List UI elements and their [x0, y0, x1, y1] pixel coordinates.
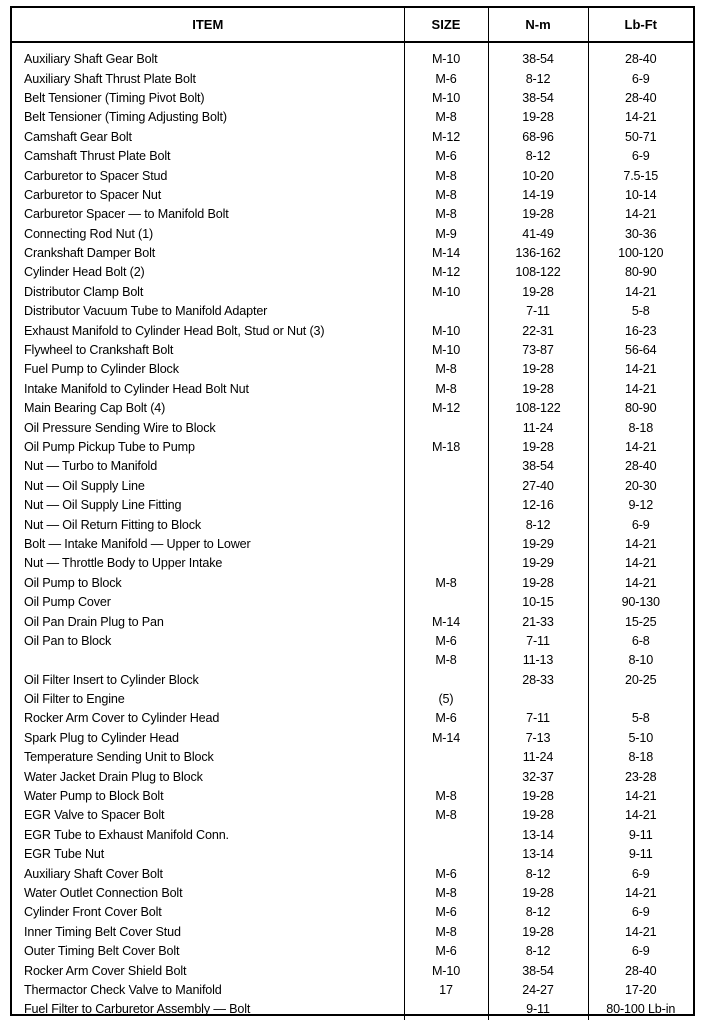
- table-row: [12, 302, 693, 321]
- cell-nm: 32-37: [488, 767, 588, 786]
- cell-size: M-6: [404, 709, 488, 728]
- table-row: [12, 244, 693, 263]
- cell-size: M-8: [404, 884, 488, 903]
- cell-lbft: 14-21: [588, 283, 693, 302]
- cell-lbft: 6-8: [588, 632, 693, 651]
- cell-item: Belt Tensioner (Timing Pivot Bolt): [24, 90, 205, 105]
- table-row: [12, 205, 693, 224]
- cell-size: [404, 302, 488, 321]
- cell-size: M-12: [404, 263, 488, 282]
- cell-size: [404, 1000, 488, 1019]
- table-row: [12, 961, 693, 980]
- table-row: [12, 166, 693, 185]
- table-row: [12, 690, 693, 709]
- table-row: [12, 399, 693, 418]
- table-row: [12, 671, 693, 690]
- table-row: [12, 903, 693, 922]
- table-row: [12, 787, 693, 806]
- cell-item: Oil Pump Cover: [24, 595, 111, 610]
- cell-item: Nut — Throttle Body to Upper Intake: [24, 556, 223, 571]
- table-row: [12, 418, 693, 437]
- cell-lbft: 30-36: [588, 225, 693, 244]
- cell-lbft: 14-21: [588, 360, 693, 379]
- cell-item: Rocker Arm Cover Shield Bolt: [24, 963, 187, 978]
- table-row: [12, 496, 693, 515]
- cell-size: M-8: [404, 380, 488, 399]
- cell-lbft: 56-64: [588, 341, 693, 360]
- cell-item: Oil Filter to Engine: [24, 692, 125, 707]
- cell-size: M-8: [404, 108, 488, 127]
- cell-lbft: 23-28: [588, 767, 693, 786]
- cell-lbft: 100-120: [588, 244, 693, 263]
- cell-size: M-6: [404, 864, 488, 883]
- cell-item: Water Outlet Connection Bolt: [24, 885, 183, 900]
- cell-size: M-8: [404, 360, 488, 379]
- cell-item: EGR Valve to Spacer Bolt: [24, 808, 165, 823]
- table-row: [12, 42, 693, 69]
- table-row: [12, 884, 693, 903]
- cell-nm: 11-24: [488, 418, 588, 437]
- table-row: [12, 709, 693, 728]
- cell-size: M-18: [404, 438, 488, 457]
- cell-item: Carburetor Spacer — to Manifold Bolt: [24, 207, 229, 222]
- cell-size: M-10: [404, 283, 488, 302]
- cell-item: Oil Filter Insert to Cylinder Block: [24, 672, 199, 687]
- cell-item: Distributor Clamp Bolt: [24, 284, 144, 299]
- cell-size: [404, 748, 488, 767]
- table-row: [12, 457, 693, 476]
- cell-lbft: 14-21: [588, 535, 693, 554]
- cell-size: M-8: [404, 574, 488, 593]
- cell-lbft: 14-21: [588, 884, 693, 903]
- cell-size: M-10: [404, 961, 488, 980]
- cell-size: M-8: [404, 806, 488, 825]
- cell-nm: 7-11: [488, 709, 588, 728]
- cell-item: Connecting Rod Nut (1): [24, 226, 154, 241]
- cell-item: EGR Tube Nut: [24, 847, 105, 862]
- table-body: [12, 42, 693, 1020]
- cell-size: (5): [404, 690, 488, 709]
- cell-lbft: 14-21: [588, 787, 693, 806]
- cell-item: Belt Tensioner (Timing Adjusting Bolt): [24, 110, 227, 125]
- header-item: ITEM: [12, 8, 404, 42]
- cell-nm: 12-16: [488, 496, 588, 515]
- cell-size: M-8: [404, 186, 488, 205]
- cell-size: M-6: [404, 147, 488, 166]
- cell-lbft: 5-8: [588, 302, 693, 321]
- table-row: [12, 477, 693, 496]
- cell-lbft: 6-9: [588, 515, 693, 534]
- cell-item: Spark Plug to Cylinder Head: [24, 730, 179, 745]
- table-row: [12, 554, 693, 573]
- cell-size: M-6: [404, 69, 488, 88]
- table-row: [12, 864, 693, 883]
- cell-size: [404, 554, 488, 573]
- cell-lbft: 17-20: [588, 981, 693, 1000]
- header-size: SIZE: [404, 8, 488, 42]
- cell-item: Main Bearing Cap Bolt (4): [24, 401, 166, 416]
- cell-item: Nut — Oil Supply Line Fitting: [24, 498, 182, 513]
- cell-lbft: 28-40: [588, 457, 693, 476]
- cell-size: M-12: [404, 128, 488, 147]
- cell-nm: 8-12: [488, 864, 588, 883]
- table-row: [12, 535, 693, 554]
- table-row: [12, 89, 693, 108]
- cell-lbft: 20-25: [588, 671, 693, 690]
- cell-item: Oil Pressure Sending Wire to Block: [24, 420, 216, 435]
- cell-nm: 8-12: [488, 69, 588, 88]
- table-row: [12, 380, 693, 399]
- table-row: [12, 108, 693, 127]
- table-row: [12, 632, 693, 651]
- cell-item: EGR Tube to Exhaust Manifold Conn.: [24, 827, 229, 842]
- cell-size: [404, 671, 488, 690]
- table-header-row: [12, 8, 693, 42]
- cell-item: [12, 651, 404, 670]
- cell-lbft: 14-21: [588, 554, 693, 573]
- cell-size: M-6: [404, 942, 488, 961]
- cell-nm: 10-15: [488, 593, 588, 612]
- cell-item: Temperature Sending Unit to Block: [24, 750, 214, 765]
- cell-nm: 11-24: [488, 748, 588, 767]
- cell-lbft: 80-90: [588, 399, 693, 418]
- table-row: [12, 263, 693, 282]
- table-row: [12, 729, 693, 748]
- header-nm: N-m: [488, 8, 588, 42]
- cell-item: Oil Pump Pickup Tube to Pump: [24, 440, 195, 454]
- cell-item: Inner Timing Belt Cover Stud: [24, 924, 181, 939]
- cell-nm: 38-54: [488, 89, 588, 108]
- cell-item: Intake Manifold to Cylinder Head Bolt Nut: [24, 381, 249, 396]
- cell-nm: 7-13: [488, 729, 588, 748]
- cell-size: [404, 826, 488, 845]
- cell-item: Nut — Oil Return Fitting to Block: [24, 517, 202, 532]
- cell-lbft: 6-9: [588, 864, 693, 883]
- table-row: [12, 612, 693, 631]
- cell-lbft: 6-9: [588, 69, 693, 88]
- cell-size: [404, 535, 488, 554]
- cell-item: Nut — Oil Supply Line: [24, 478, 145, 493]
- cell-lbft: 8-18: [588, 418, 693, 437]
- cell-size: M-10: [404, 321, 488, 340]
- table-row: [12, 147, 693, 166]
- cell-lbft: 8-18: [588, 748, 693, 767]
- cell-nm: 24-27: [488, 981, 588, 1000]
- cell-item: Oil Pan to Block: [24, 633, 112, 648]
- cell-lbft: 14-21: [588, 438, 693, 457]
- cell-lbft: 14-21: [588, 923, 693, 942]
- cell-nm: 19-28: [488, 108, 588, 127]
- cell-item: Distributor Vacuum Tube to Manifold Adapter: [24, 304, 268, 319]
- cell-nm: 19-28: [488, 380, 588, 399]
- cell-item: Water Jacket Drain Plug to Block: [24, 769, 203, 784]
- cell-lbft: 16-23: [588, 321, 693, 340]
- cell-lbft: 15-25: [588, 612, 693, 631]
- cell-item: Bolt — Intake Manifold — Upper to Lower: [24, 536, 251, 551]
- cell-nm: 108-122: [488, 399, 588, 418]
- cell-lbft: 14-21: [588, 380, 693, 399]
- table-row: [12, 1000, 693, 1019]
- cell-item: Water Pump to Block Bolt: [24, 789, 164, 804]
- cell-nm: 11-13: [488, 651, 588, 670]
- table-row: [12, 283, 693, 302]
- cell-lbft: 14-21: [588, 806, 693, 825]
- cell-item: Oil Pan Drain Plug to Pan: [24, 614, 164, 629]
- cell-size: [404, 767, 488, 786]
- cell-nm: 68-96: [488, 128, 588, 147]
- cell-item: Carburetor to Spacer Nut: [24, 187, 162, 202]
- cell-lbft: [588, 690, 693, 709]
- cell-size: M-8: [404, 205, 488, 224]
- cell-nm: 28-33: [488, 671, 588, 690]
- cell-item: Fuel Filter to Carburetor Assembly — Bolt: [24, 1002, 251, 1017]
- cell-size: [404, 593, 488, 612]
- cell-size: [404, 457, 488, 476]
- cell-lbft: 6-9: [588, 942, 693, 961]
- cell-size: [404, 477, 488, 496]
- cell-lbft: 20-30: [588, 477, 693, 496]
- cell-nm: 73-87: [488, 341, 588, 360]
- cell-item: Fuel Pump to Cylinder Block: [24, 362, 179, 377]
- table-row: [12, 593, 693, 612]
- cell-lbft: 6-9: [588, 903, 693, 922]
- cell-nm: 13-14: [488, 826, 588, 845]
- table-row: [12, 186, 693, 205]
- cell-nm: 19-28: [488, 884, 588, 903]
- cell-size: M-8: [404, 923, 488, 942]
- cell-lbft: 5-10: [588, 729, 693, 748]
- cell-nm: 10-20: [488, 166, 588, 185]
- cell-size: M-8: [404, 787, 488, 806]
- torque-spec-sheet: [10, 6, 695, 1016]
- cell-size: [404, 496, 488, 515]
- cell-lbft: 80-90: [588, 263, 693, 282]
- cell-item: Camshaft Thrust Plate Bolt: [24, 149, 171, 164]
- cell-lbft: 28-40: [588, 42, 693, 69]
- table-row: [12, 767, 693, 786]
- cell-nm: 8-12: [488, 515, 588, 534]
- cell-item: Outer Timing Belt Cover Bolt: [24, 944, 180, 959]
- cell-size: [404, 515, 488, 534]
- cell-item: Auxiliary Shaft Thrust Plate Bolt: [24, 71, 196, 86]
- cell-size: M-8: [404, 651, 488, 670]
- cell-lbft: 6-9: [588, 147, 693, 166]
- cell-size: M-12: [404, 399, 488, 418]
- cell-nm: 19-28: [488, 283, 588, 302]
- cell-size: M-9: [404, 225, 488, 244]
- cell-lbft: 9-11: [588, 826, 693, 845]
- cell-nm: 14-19: [488, 186, 588, 205]
- cell-nm: 8-12: [488, 942, 588, 961]
- cell-item: Carburetor to Spacer Stud: [24, 168, 168, 183]
- cell-lbft: 14-21: [588, 205, 693, 224]
- cell-item: Oil Pump to Block: [24, 575, 122, 590]
- cell-size: M-8: [404, 166, 488, 185]
- cell-lbft: 80-100 Lb-in: [588, 1000, 693, 1019]
- table-row: [12, 438, 693, 457]
- cell-item: Rocker Arm Cover to Cylinder Head: [24, 711, 220, 726]
- cell-lbft: 14-21: [588, 108, 693, 127]
- table-row: [12, 321, 693, 340]
- cell-size: M-14: [404, 729, 488, 748]
- table-row: [12, 806, 693, 825]
- table-row: [12, 748, 693, 767]
- cell-nm: 13-14: [488, 845, 588, 864]
- table-row: [12, 225, 693, 244]
- cell-nm: 19-28: [488, 574, 588, 593]
- cell-nm: 19-29: [488, 554, 588, 573]
- cell-lbft: 9-12: [588, 496, 693, 515]
- cell-size: M-10: [404, 341, 488, 360]
- cell-lbft: 14-21: [588, 574, 693, 593]
- cell-item: Auxiliary Shaft Cover Bolt: [24, 866, 163, 881]
- cell-lbft: 9-11: [588, 845, 693, 864]
- table-row: [12, 69, 693, 88]
- cell-item: Auxiliary Shaft Gear Bolt: [24, 52, 158, 67]
- cell-nm: 19-28: [488, 787, 588, 806]
- cell-size: M-10: [404, 89, 488, 108]
- cell-nm: 108-122: [488, 263, 588, 282]
- cell-item: Camshaft Gear Bolt: [24, 129, 132, 144]
- cell-item: Cylinder Front Cover Bolt: [24, 905, 162, 920]
- cell-item: Crankshaft Damper Bolt: [24, 246, 156, 261]
- header-lbft: Lb-Ft: [588, 8, 693, 42]
- table-row: [12, 574, 693, 593]
- cell-nm: 19-29: [488, 535, 588, 554]
- cell-size: M-6: [404, 903, 488, 922]
- cell-lbft: 28-40: [588, 89, 693, 108]
- cell-size: M-14: [404, 612, 488, 631]
- table-row: [12, 515, 693, 534]
- cell-nm: 8-12: [488, 147, 588, 166]
- cell-nm: 19-28: [488, 438, 588, 457]
- cell-nm: 41-49: [488, 225, 588, 244]
- cell-nm: 136-162: [488, 244, 588, 263]
- cell-size: M-14: [404, 244, 488, 263]
- table-row: [12, 942, 693, 961]
- cell-size: [404, 418, 488, 437]
- cell-nm: 19-28: [488, 923, 588, 942]
- table-row: [12, 341, 693, 360]
- cell-lbft: 28-40: [588, 961, 693, 980]
- cell-lbft: 50-71: [588, 128, 693, 147]
- torque-table: [12, 8, 693, 1020]
- cell-nm: [488, 690, 588, 709]
- table-row: [12, 128, 693, 147]
- cell-nm: 22-31: [488, 321, 588, 340]
- cell-lbft: 8-10: [588, 651, 693, 670]
- cell-nm: 8-12: [488, 903, 588, 922]
- cell-item: Cylinder Head Bolt (2): [24, 265, 145, 280]
- table-row: [12, 360, 693, 379]
- cell-size: M-6: [404, 632, 488, 651]
- cell-size: 17: [404, 981, 488, 1000]
- cell-nm: 19-28: [488, 806, 588, 825]
- cell-nm: 21-33: [488, 612, 588, 631]
- cell-lbft: 5-8: [588, 709, 693, 728]
- cell-size: [404, 845, 488, 864]
- cell-nm: 27-40: [488, 477, 588, 496]
- cell-item: Nut — Turbo to Manifold: [24, 459, 158, 474]
- cell-item: Thermactor Check Valve to Manifold: [24, 982, 222, 997]
- cell-nm: 7-11: [488, 632, 588, 651]
- cell-item: Flywheel to Crankshaft Bolt: [24, 343, 174, 358]
- cell-nm: 9-11: [488, 1000, 588, 1019]
- table-row: [12, 826, 693, 845]
- cell-nm: 38-54: [488, 42, 588, 69]
- cell-nm: 38-54: [488, 961, 588, 980]
- table-row: [12, 845, 693, 864]
- cell-item: Exhaust Manifold to Cylinder Head Bolt, Stud or Nut (3): [24, 323, 325, 338]
- cell-nm: 19-28: [488, 205, 588, 224]
- cell-lbft: 7.5-15: [588, 166, 693, 185]
- table-row: [12, 981, 693, 1000]
- cell-lbft: 90-130: [588, 593, 693, 612]
- cell-nm: 38-54: [488, 457, 588, 476]
- cell-lbft: 10-14: [588, 186, 693, 205]
- table-row: [12, 923, 693, 942]
- cell-nm: 19-28: [488, 360, 588, 379]
- cell-nm: 7-11: [488, 302, 588, 321]
- table-row: [12, 651, 693, 670]
- cell-size: M-10: [404, 42, 488, 69]
